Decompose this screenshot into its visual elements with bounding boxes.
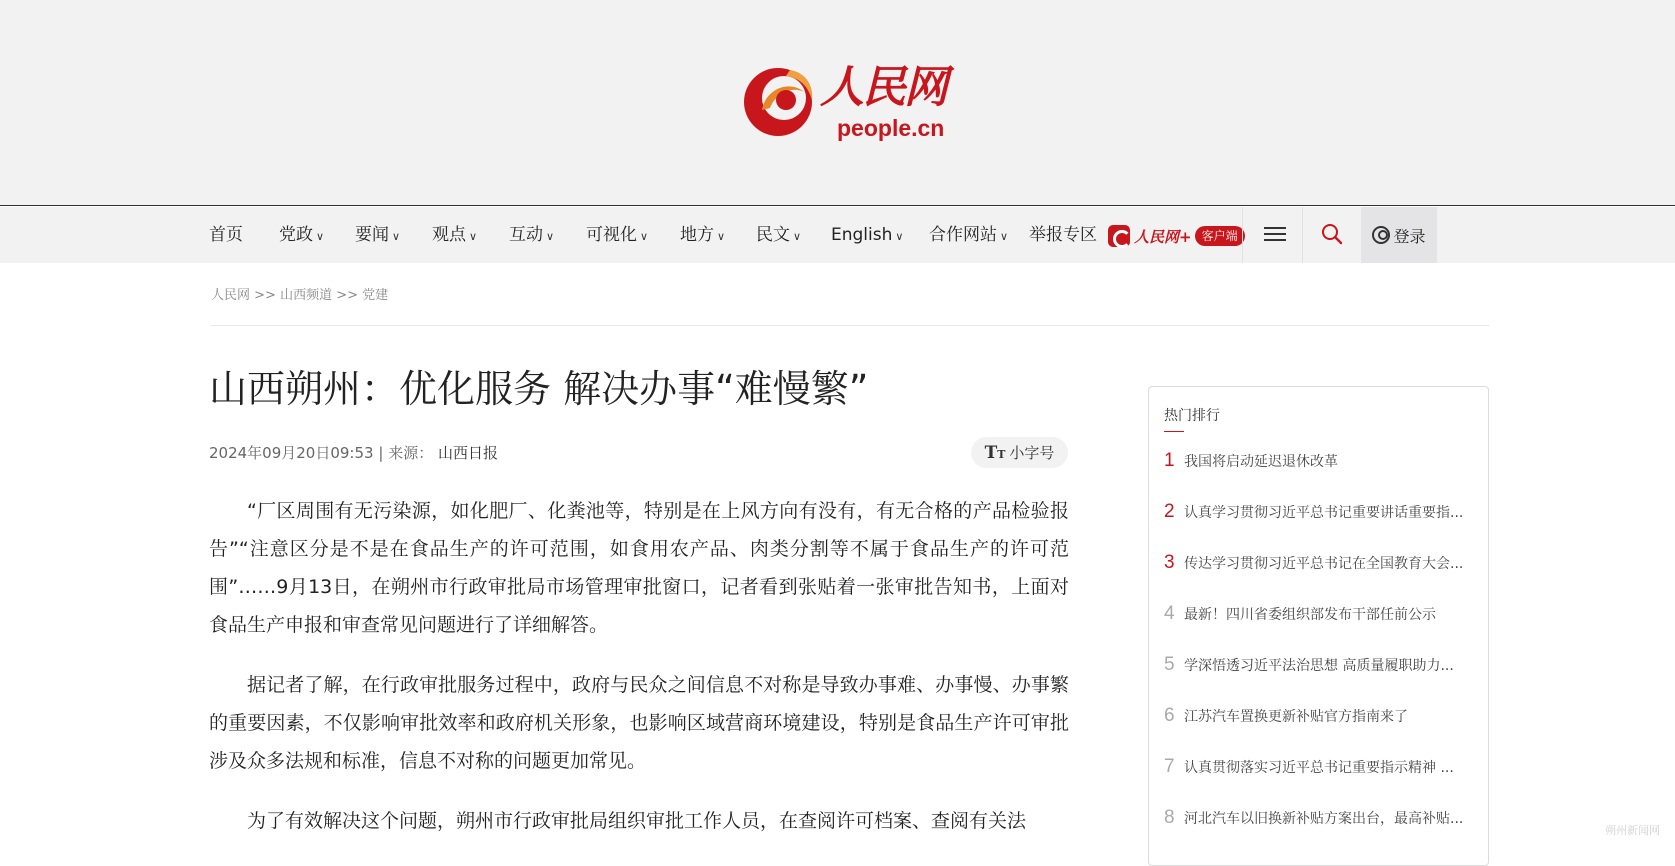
breadcrumb-separator: >> bbox=[250, 288, 281, 303]
breadcrumb-link-shanxi[interactable]: 山西频道 bbox=[280, 288, 333, 303]
breadcrumb bbox=[211, 284, 388, 303]
chevron-down-icon: ∨ bbox=[1000, 230, 1009, 243]
article-title: 山西朔州：优化服务 解决办事“难慢繁” bbox=[209, 367, 869, 411]
user-icon bbox=[1372, 226, 1390, 244]
chevron-down-icon: ∨ bbox=[793, 230, 802, 243]
nav-divider bbox=[1302, 207, 1303, 263]
nav-item-yaowen[interactable] bbox=[355, 207, 400, 263]
app-download-link[interactable] bbox=[1108, 224, 1245, 248]
article-meta bbox=[209, 442, 498, 463]
nav-item-keshihua[interactable] bbox=[586, 207, 648, 263]
nav-item-label: 可视化 bbox=[586, 225, 637, 245]
nav-item-label: 首页 bbox=[209, 225, 243, 245]
watermark: 朔州新闻网 bbox=[1605, 824, 1660, 837]
rank-number: 8 bbox=[1164, 807, 1175, 828]
rank-number: 1 bbox=[1164, 450, 1175, 471]
client-badge: 客户端 bbox=[1195, 226, 1245, 246]
logo-chinese-text: 人民网 bbox=[820, 62, 946, 113]
article-paragraph: 据记者了解，在行政审批服务过程中，政府与民众之间信息不对称是导致办事难、办事慢、办事繁的重要因素，不仅影响审批效率和政府机关形象，也影响区域营商环境建设，特别是食品生产许可审批涉及众多法规和标准，信息不对称的问题更加常见。 bbox=[209, 674, 1069, 772]
ranking-item[interactable] bbox=[1164, 500, 1479, 524]
nav-item-label: English bbox=[831, 225, 893, 245]
nav-divider bbox=[1242, 207, 1243, 263]
logo-english-text: people.cn bbox=[837, 115, 945, 141]
nav-item-guandian[interactable] bbox=[432, 207, 477, 263]
rank-headline: 传达学习贯彻习近平总书记在全国教育大会... bbox=[1184, 556, 1464, 572]
chevron-down-icon: ∨ bbox=[895, 230, 904, 243]
nav-item-label: 互动 bbox=[509, 225, 543, 245]
app-name: 人民网+ bbox=[1134, 227, 1192, 246]
ranking-item[interactable] bbox=[1164, 704, 1479, 728]
rank-headline: 学深悟透习近平法治思想 高质量履职助力... bbox=[1184, 658, 1454, 674]
nav-item-label: 党政 bbox=[279, 225, 313, 245]
nav-item-partner-sites[interactable] bbox=[929, 207, 1008, 263]
login-label: 登录 bbox=[1393, 226, 1426, 246]
main-nav bbox=[0, 207, 1675, 263]
people-app-icon bbox=[1108, 225, 1130, 247]
title-underline bbox=[1164, 431, 1184, 432]
chevron-down-icon: ∨ bbox=[469, 230, 478, 243]
rank-headline: 河北汽车以旧换新补贴方案出台，最高补贴... bbox=[1184, 811, 1464, 827]
rank-headline: 认真学习贯彻习近平总书记重要讲话重要指... bbox=[1184, 505, 1464, 521]
search-icon[interactable] bbox=[1320, 222, 1344, 246]
rank-number: 5 bbox=[1164, 654, 1175, 675]
nav-item-english[interactable] bbox=[831, 207, 903, 263]
font-size-label: 小字号 bbox=[1009, 444, 1055, 462]
nav-item-report[interactable] bbox=[1029, 207, 1097, 263]
breadcrumb-divider bbox=[211, 325, 1489, 326]
nav-item-difang[interactable] bbox=[680, 207, 725, 263]
ranking-item[interactable] bbox=[1164, 602, 1479, 626]
article-source-link[interactable]: 山西日报 bbox=[437, 444, 498, 462]
nav-item-label: 合作网站 bbox=[929, 225, 997, 245]
nav-item-label: 民文 bbox=[756, 225, 790, 245]
hamburger-menu-icon[interactable] bbox=[1264, 223, 1286, 245]
rank-number: 4 bbox=[1164, 603, 1175, 624]
rank-headline: 认真贯彻落实习近平总书记重要指示精神 ... bbox=[1184, 760, 1454, 776]
hot-ranking-title: 热门排行 bbox=[1164, 408, 1220, 424]
breadcrumb-link-home[interactable]: 人民网 bbox=[211, 288, 251, 303]
chevron-down-icon: ∨ bbox=[717, 230, 726, 243]
nav-item-dangzheng[interactable] bbox=[279, 207, 324, 263]
article-paragraph: “厂区周围有无污染源，如化肥厂、化粪池等，特别是在上风方向有没有，有无合格的产品检验报告”“注意区分是不是在食品生产的许可范围，如食用农产品、肉类分割等不属于食品生产的许可范围”……9月13日，在朔州市行政审批局市场管理审批窗口，记者看到张贴着一张审批告知书，上面对食品生产申报和审查常见问题进行了详细解答。 bbox=[209, 500, 1069, 636]
source-label: 来源： bbox=[388, 444, 434, 462]
font-size-icon: TT bbox=[984, 442, 1006, 463]
rank-number: 3 bbox=[1164, 552, 1175, 573]
nav-item-hudong[interactable] bbox=[509, 207, 554, 263]
rank-number: 2 bbox=[1164, 501, 1175, 522]
ranking-item[interactable] bbox=[1164, 755, 1479, 779]
nav-item-label: 要闻 bbox=[355, 225, 389, 245]
hot-ranking-panel bbox=[1148, 386, 1489, 866]
article-datetime: 2024年09月20日09:53 bbox=[209, 444, 374, 462]
site-header bbox=[0, 0, 1675, 206]
font-size-toggle-button[interactable] bbox=[971, 437, 1068, 468]
chevron-down-icon: ∨ bbox=[316, 230, 325, 243]
rank-number: 6 bbox=[1164, 705, 1175, 726]
nav-item-label: 观点 bbox=[432, 225, 466, 245]
ranking-item[interactable] bbox=[1164, 653, 1479, 677]
breadcrumb-separator: >> bbox=[332, 288, 363, 303]
nav-item-home[interactable] bbox=[209, 207, 243, 263]
nav-item-label: 地方 bbox=[680, 225, 714, 245]
logo-swirl-icon bbox=[742, 58, 822, 144]
chevron-down-icon: ∨ bbox=[546, 230, 555, 243]
chevron-down-icon: ∨ bbox=[640, 230, 649, 243]
rank-headline: 江苏汽车置换更新补贴官方指南来了 bbox=[1184, 709, 1408, 725]
login-button[interactable] bbox=[1361, 207, 1437, 263]
chevron-down-icon: ∨ bbox=[392, 230, 401, 243]
ranking-item[interactable] bbox=[1164, 449, 1479, 473]
article-body bbox=[209, 492, 1069, 862]
article-paragraph: 为了有效解决这个问题，朔州市行政审批局组织审批工作人员，在查阅许可档案、查阅有关法 bbox=[247, 810, 1027, 832]
rank-number: 7 bbox=[1164, 756, 1175, 777]
ranking-item[interactable] bbox=[1164, 806, 1479, 830]
ranking-item[interactable] bbox=[1164, 551, 1479, 575]
nav-item-minwen[interactable] bbox=[756, 207, 801, 263]
rank-headline: 最新！四川省委组织部发布干部任前公示 bbox=[1184, 607, 1436, 623]
rank-headline: 我国将启动延迟退休改革 bbox=[1184, 454, 1338, 470]
site-logo[interactable] bbox=[742, 58, 960, 144]
breadcrumb-link-dangjian[interactable]: 党建 bbox=[362, 288, 389, 303]
nav-item-label: 举报专区 bbox=[1029, 225, 1097, 245]
meta-separator: | bbox=[378, 444, 389, 462]
